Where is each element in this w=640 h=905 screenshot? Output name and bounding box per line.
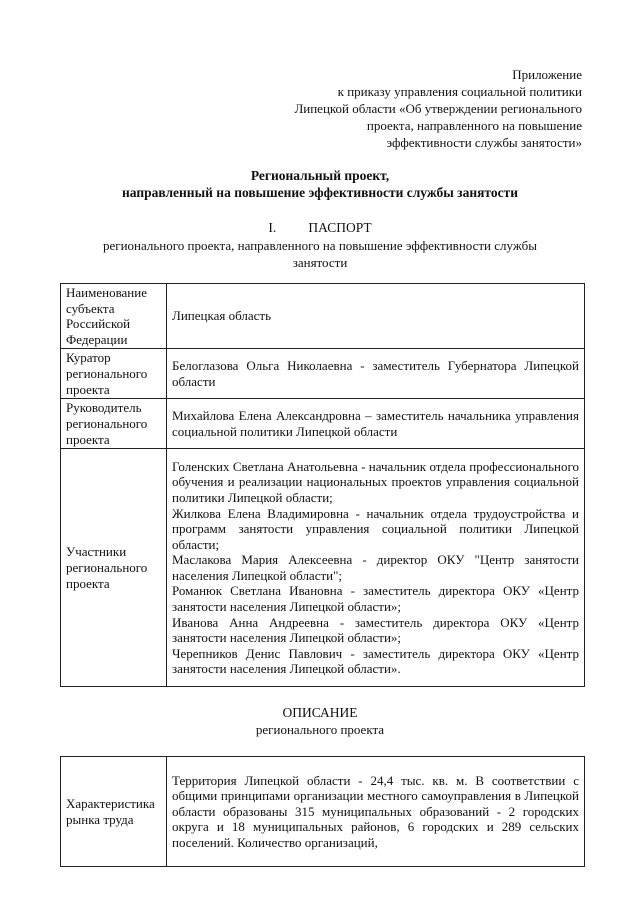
section-heading-text: ПАСПОРТ xyxy=(308,220,372,235)
participant-entry: Маслакова Мария Алексеевна - директор ОКУ "Центр занятости населения Липецкой области"; xyxy=(172,552,579,583)
passport-subtitle: регионального проекта, направленного на повышение эффективности службы занятости xyxy=(102,238,538,270)
description-subtitle: регионального проекта xyxy=(255,722,385,737)
appendix-line: эффективности службы занятости» xyxy=(386,135,582,150)
participant-entry: Иванова Анна Андреевна - заместитель директора ОКУ «Центр занятости населения Липецкой области»; xyxy=(172,614,579,646)
description-table xyxy=(60,756,585,867)
appendix-line: проекта, направленного на повышение xyxy=(366,118,582,133)
participants-cell xyxy=(167,449,585,687)
section-number: I. xyxy=(268,220,277,235)
participant-entry: Черепников Денис Павлович - заместитель директора ОКУ «Центр занятости населения Липецкой области». xyxy=(172,645,579,677)
row-label: Куратор регионального проекта xyxy=(61,349,167,399)
table-row xyxy=(61,284,585,349)
row-label: Руководитель регионального проекта xyxy=(61,399,167,449)
appendix-line: к приказу управления социальной политики xyxy=(337,84,582,99)
table-row xyxy=(61,757,585,867)
description-heading: ОПИСАНИЕ xyxy=(282,705,358,720)
document-title xyxy=(40,167,600,201)
row-label: Участники регионального проекта xyxy=(61,449,167,687)
participant-entry: Голенских Светлана Анатольевна - начальник отдела профессионального обучения и реализации национальных проектов управления социальной политики Липецкой области; xyxy=(172,458,579,505)
table-row xyxy=(61,399,585,449)
row-label: Наименование субъекта Российской Федерации xyxy=(61,284,167,349)
row-value: Михайлова Елена Александровна – заместитель начальника управления социальной политики Липецкой области xyxy=(167,399,585,449)
participant-entry: Романюк Светлана Ивановна - заместитель директора ОКУ «Центр занятости населения Липецкой области»; xyxy=(172,583,579,615)
title-line-1: Региональный проект, xyxy=(250,168,390,183)
participant-entry: Жилкова Елена Владимировна - начальник отдела трудоустройства и программ занятости управления социальной политики Липецкой области; xyxy=(172,505,579,552)
passport-table xyxy=(60,283,585,687)
appendix-line: Приложение xyxy=(512,67,582,82)
passport-heading xyxy=(40,219,600,236)
appendix-line: Липецкой области «Об утверждении регионального xyxy=(294,101,582,116)
title-line-2: направленный на повышение эффективности службы занятости xyxy=(121,185,519,200)
table-row xyxy=(61,449,585,687)
row-value: Территория Липецкой области - 24,4 тыс. кв. м. В соответствии с общими принципами организации местного самоуправления в Липецкой области образованы 315 муниципальных образований - 2 городских округа и 18 муниципальных районов, 6 городских и 289 сельских поселений. Количество организаций, xyxy=(167,757,585,867)
row-value: Белоглазова Ольга Николаевна - заместитель Губернатора Липецкой области xyxy=(167,349,585,399)
row-label: Характеристика рынка труда xyxy=(61,757,167,867)
row-value: Липецкая область xyxy=(167,284,585,349)
appendix-header xyxy=(222,66,582,151)
table-row xyxy=(61,349,585,399)
